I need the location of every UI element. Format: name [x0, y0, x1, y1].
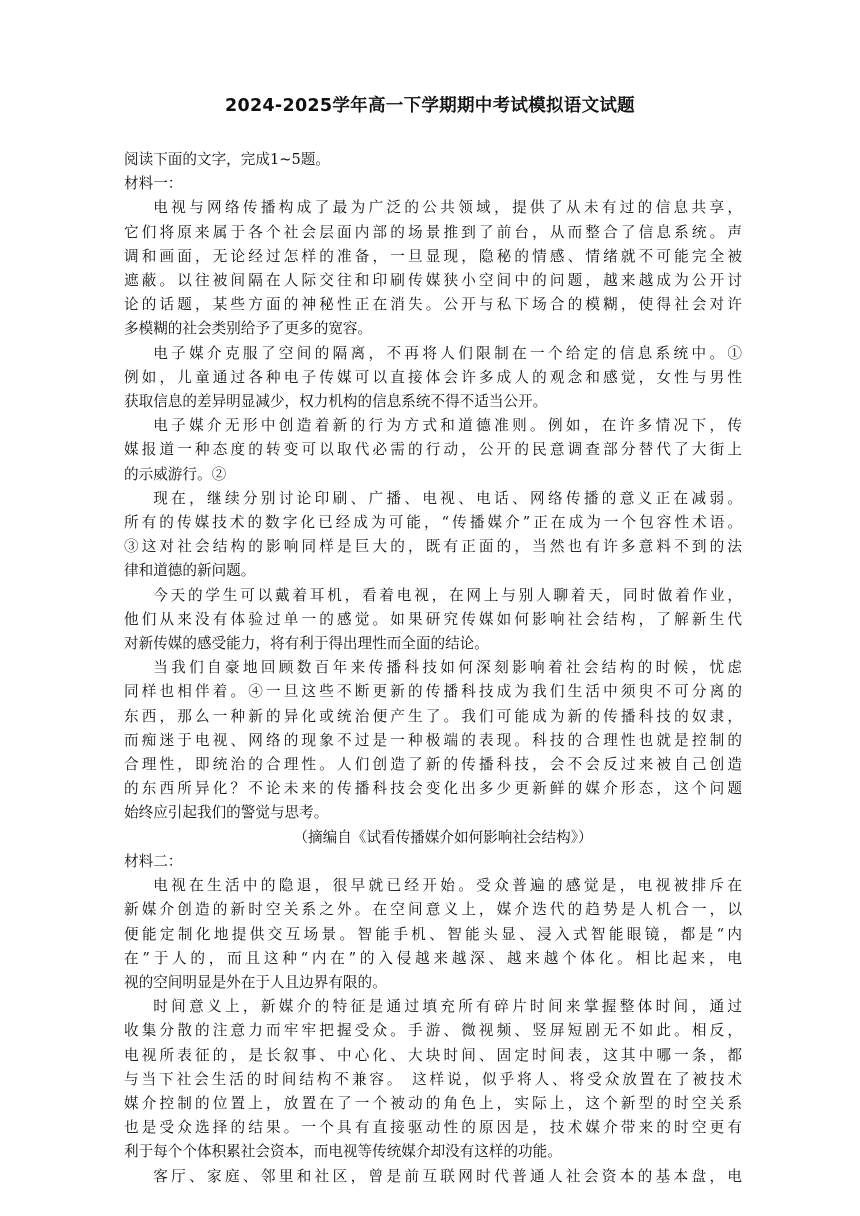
text-line: 论的话题，某些方面的神秘性正在消失。公开与私下场合的模糊，使得社会对许 [124, 296, 742, 314]
material-2-paragraph-3 [124, 1165, 742, 1189]
text-line: 多模糊的社会类别给予了更多的宽容。 [124, 320, 373, 338]
text-line: ③这对社会结构的影响同样是巨大的，既有正面的，当然也有许多意料不到的法 [124, 538, 742, 556]
text-line: 合理性，即统治的合理性。人们创造了新的传播科技，会不会反过来被自己创造 [124, 756, 742, 774]
material-1-paragraph-3 [124, 414, 742, 487]
material-1-paragraph-5 [124, 584, 742, 657]
text-line: 调和画面，无论经过怎样的准备，一旦显现，隐秘的情感、情绪就不可能完全被 [124, 247, 742, 265]
text-line: 电子媒介克服了空间的隔离，不再将人们限制在一个给定的信息系统中。① [153, 344, 742, 362]
text-line: 收集分散的注意力而牢牢把握受众。手游、微视频、竖屏短剧无不如此。相反， [124, 1022, 742, 1040]
text-line: 今天的学生可以戴着耳机，看着电视，在网上与别人聊着天，同时做着作业， [153, 586, 742, 604]
instruction: 阅读下面的文字，完成1~5题。 [124, 151, 330, 168]
material-1-paragraph-2 [124, 342, 742, 415]
text-line: 现在，继续分别讨论印刷、广播、电视、电话、网络传播的意义正在减弱。 [153, 489, 742, 507]
text-line: 例如，儿童通过各种电子传媒可以直接体会许多成人的观念和感觉，女性与男性 [124, 368, 742, 386]
text-line: 电子媒介无形中创造着新的行为方式和道德准则。例如，在许多情况下，传 [153, 417, 742, 435]
text-line: 与当下社会生活的时间结构不兼容。 这样说，似乎将人、将受众放置在了被技术 [124, 1070, 742, 1088]
material-1-source: （摘编自《试看传播媒介如何影响社会结构》） [293, 828, 593, 846]
text-line: 媒报道一种态度的转变可以取代必需的行动，公开的民意调查部分替代了大街上 [124, 441, 742, 459]
text-line: 它们将原来属于各个社会层面内部的场景推到了前台，从而整合了信息系统。声 [124, 223, 742, 241]
text-line: 律和道德的新问题。 [124, 562, 256, 580]
text-line: 也是受众选择的结果。一个具有直接驱动性的原因是，技术媒介带来的时空更有 [124, 1119, 742, 1137]
text-line: 而痴迷于电视、网络的现象不过是一种极端的表现。科技的合理性也就是控制的 [124, 731, 742, 749]
material-2-label: 材料二： [124, 852, 183, 870]
text-line: 始终应引起我们的警觉与思考。 [124, 804, 329, 822]
text-line: 对新传媒的感受能力，将有利于得出理性而全面的结论。 [124, 635, 489, 653]
text-line: 的东西所异化？不论未来的传播科技会变化出多少更新鲜的媒介形态，这个问题 [124, 780, 742, 798]
text-line: 在”于人的，而且这种“内在”的入侵越来越深、越来越个体化。相比起来，电 [124, 949, 742, 967]
text-line: 客厅、家庭、邻里和社区，曾是前互联网时代普通人社会资本的基本盘，电 [153, 1167, 742, 1185]
text-line: 所有的传媒技术的数字化已经成为可能，“传播媒介”正在成为一个包容性术语。 [124, 514, 742, 532]
text-line: 新媒介创造的新时空关系之外。在空间意义上，媒介迭代的趋势是人机合一，以 [124, 901, 742, 919]
text-line: 同样也相伴着。④一旦这些不断更新的传播科技成为我们生活中须臾不可分离的 [124, 683, 742, 701]
text-line: 媒介控制的位置上，放置在了一个被动的角色上，实际上，这个新型的时空关系 [124, 1094, 742, 1112]
text-line: 东西，那么一种新的异化或统治便产生了。我们可能成为新的传播科技的奴隶， [124, 707, 742, 725]
material-1-paragraph-4 [124, 487, 742, 584]
material-2-paragraph-2 [124, 995, 742, 1164]
text-line: 视的空间明显是外在于人且边界有限的。 [124, 973, 387, 991]
reading-content [124, 148, 742, 1189]
text-line: 利于每个个体积累社会资本，而电视等传统媒介却没有这样的功能。 [124, 1143, 562, 1161]
material-1-label: 材料一： [124, 175, 183, 193]
text-line: 获取信息的差异明显减少，权力机构的信息系统不得不适当公开。 [124, 393, 548, 411]
text-line: 电视所表征的，是长叙事、中心化、大块时间、固定时间表，这其中哪一条，都 [124, 1046, 742, 1064]
material-1-paragraph-6 [124, 656, 742, 825]
text-line: 他们从来没有体验过单一的感觉。如果研究传媒如何影响社会结构，了解新生代 [124, 610, 742, 628]
material-1-paragraph-1 [124, 196, 742, 341]
text-line: 遮蔽。以往被间隔在人际交往和印刷传媒狭小空间中的问题，越来越成为公开讨 [124, 272, 742, 290]
text-line: 便能定制化地提供交互场景。智能手机、智能头显、浸入式智能眼镜，都是“内 [124, 925, 742, 943]
material-2-paragraph-1 [124, 874, 742, 995]
exam-title: 2024-2025学年高一下学期期中考试模拟语文试题 [225, 96, 635, 116]
text-line: 电视在生活中的隐退，很早就已经开始。受众普遍的感觉是，电视被排斥在 [153, 877, 742, 895]
text-line: 电视与网络传播构成了最为广泛的公共领域，提供了从未有过的信息共享， [153, 199, 742, 217]
text-line: 当我们自豪地回顾数百年来传播科技如何深刻影响着社会结构的时候，忧虑 [153, 659, 742, 677]
text-line: 的示威游行。② [124, 465, 227, 483]
text-line: 时间意义上，新媒介的特征是通过填充所有碎片时间来掌握整体时间，通过 [153, 998, 742, 1016]
